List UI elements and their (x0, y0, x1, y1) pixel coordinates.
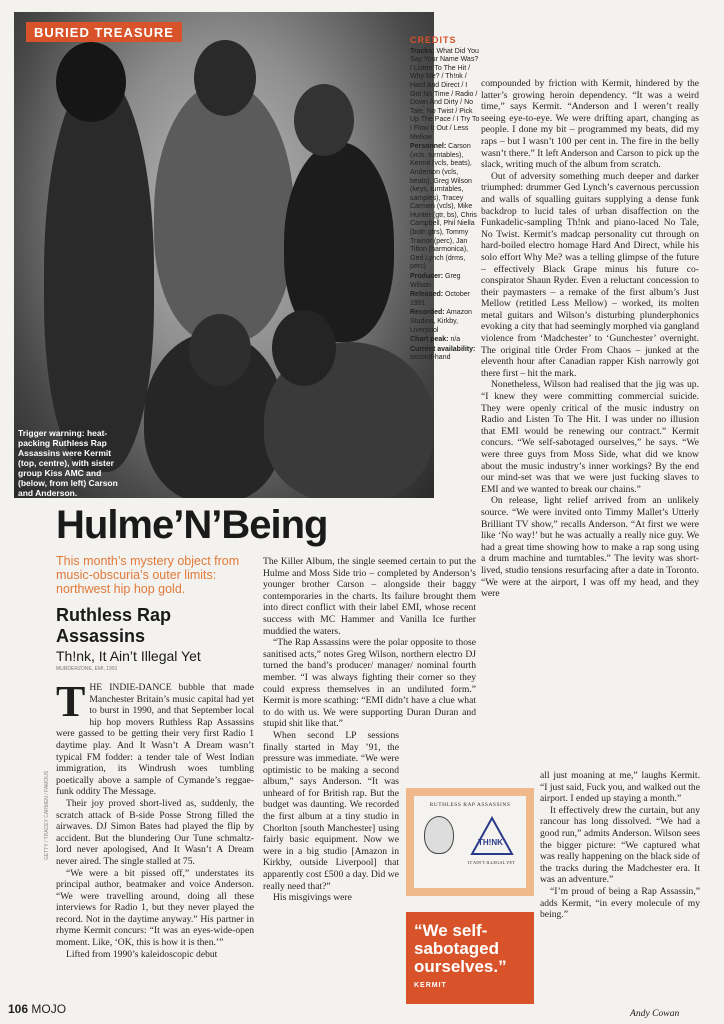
paragraph: Out of adversity something much deeper and darker triumphed: drummer Ged Lynch’s cavernous percussion and walls of squalling guitars supplying a dense funk backdrop to lucid tales of urban disaffection on the Funkadelic-sampling Th!nk and piano-laced No Tale, No Twist. Kermit’s madcap personality cut through on hard-boiled electro homage Hard And Direct, while his solo effort Why Me? was a telling glimpse of the future – effectively Black Grape minus his future co-conspirator Shaun Ryder. Even a reluctant concession to their paymasters – a remake of the first album’s Just Mellow (retitled Less Mellow) – worked, its molten metal guitars and Wilson’s disturbing plunderphonics evoking a city that had seemingly morphed via gangland violence from ‘Madchester’ to ‘Gunchester’ overnight. The original title Order From Chaos – junked at the eleventh hour after Canadian rapper Kish narrowly got there first – hit the mark. (481, 170, 699, 379)
photo-credit: GETTY / TRACEY CARMEN / FAMOUS (44, 770, 50, 860)
head-right (294, 84, 354, 156)
photo-caption: Trigger warning: heat-packing Ruthless Rap Assassins were Kermit (top, centre), with sister group Kiss AMC and (below, from left) Carson and Anderson. (18, 428, 118, 498)
album-cover (406, 788, 534, 896)
article-column-3 (481, 78, 699, 768)
paragraph: all just moaning at me,” laughs Kermit. “I just said, Fuck you, and walked out the airport. I ended up staying a month.” (540, 770, 700, 805)
credits-recorded: Recorded: Amazon Studios, Kirkby, Liverpool (410, 309, 472, 334)
paragraph: THE INDIE-DANCE bubble that made Manchester Britain’s music capital had yet to burst in 1990, and that September local hip hop movers Ruthless Rap Assassins were gassed to be getting their very first Radio 1 daytime play. And It Wasn’t A Dream wasn’t typical FM fodder: a tender tale of West Indian immigration, its Windrush woes tumbling poetically above a sample of Cymande’s reggae-funk oddity The Message. (56, 682, 254, 798)
page-number: 106 (8, 1002, 29, 1016)
pull-quote (406, 912, 534, 1004)
paragraph: Nonetheless, Wilson had realised that the jig was up. “I knew they were committing commercial suicide. They were openly critical of the music industry on Radio and Listen To The Hit. I was under no illusion that EMI would be renewing our contract.” Kermit concurs. “We self-sabotaged ourselves,” he says. “We were three guys from Moss Side, what did we know about the music industry’s inner workings? By the end our mind-set was that we were just fucking slaves to EMI and we wanted to break our chains.” (481, 379, 699, 495)
drop-cap: T (56, 682, 86, 726)
album-cover-caption: IT AIN’T ILLEGAL YET (468, 860, 515, 865)
paragraph: Lifted from 1990’s kaleidoscopic debut (66, 948, 218, 960)
paragraph: “I’m proud of being a Rap Assassin,” adds Kermit, “in every molecule of my being.” (540, 885, 700, 921)
head-left (56, 42, 126, 122)
figure-left (44, 72, 154, 472)
paragraph: “The Rap Assassins were the polar opposite to those sanitised acts,” notes Greg Wilson, northern electro DJ turned the band’s producer/ manager/ nominal fourth member. “I was always fighting their corner so they could express themselves in an undiluted form.” Kermit is more scathing: “EMI didn’t have a clue what to do with us. We were supporting Duran Duran and stupid shit like that.” (263, 637, 476, 730)
album-cover-art (414, 796, 526, 888)
head-illustration-icon (424, 816, 454, 854)
head-bottom-left (189, 314, 251, 386)
paragraph: “We were a bit pissed off,” understates its principal author, beatmaker and voice Anderson. “We were travelling around, doing all these interviews for Radio 1, but they never played the record. Not in the daytime anyway.” His partner in rhyme Kermit concurs: “It was an eyes-wide-open moment. Like, ‘OK, this is how it is then.’” (56, 867, 254, 949)
paragraph: The Killer Album, the single seemed certain to put the Hulme and Moss Side trio – completed by Anderson’s younger brother Carson – alongside their baggy contemporaries in the charts. Its failure brought them into direct conflict with their label EMI, whose recent success with MC Hammer and Vanilla Ice further muddied the waters. (263, 556, 476, 637)
headline: Hulme’N’Being (56, 503, 328, 547)
paragraph: Their joy proved short-lived as, suddenly, the scratch attack of B-side Posse Strong filled the airwaves. DJ Simon Bates had played the flip by accident. But the blundering Our Tune schmaltz-lord never apologised, And It Wasn’t A Dream never aired. The single stalled at 75. (56, 797, 254, 867)
album-artist: Ruthless Rap Assassins (56, 605, 172, 646)
label-line: MURDERZONE, EMI, 1991 (56, 666, 118, 672)
warning-triangle-icon (470, 816, 514, 856)
article-column-1 (56, 682, 254, 1000)
paragraph: His misgivings were (273, 892, 352, 904)
credits-box (410, 36, 480, 404)
byline: Andy Cowan (630, 1008, 680, 1019)
credits-heading: CREDITS (410, 36, 457, 45)
section-kicker: BURIED TREASURE (26, 22, 182, 42)
album-cover-title: RUTHLESS RAP ASSASSINS (429, 802, 511, 808)
article-column-3-continued (540, 770, 700, 1010)
paragraph: It effectively drew the curtain, but any rancour has long dissolved. “We had a good run,” admits Anderson. Wilson sees the bigger picture: “We captured what was really happening on the black side of the tracks during the Madchester era. It was an adventure.” (540, 804, 700, 886)
album-title: Th!nk, It Ain’t Illegal Yet (56, 648, 201, 664)
paragraph: compounded by friction with Kermit, hindered by the latter’s growing heroin dependency. “It was a weird time,” says Kermit. “Anderson and I weren’t really seeing eye-to-eye. We were drifting apart, changing as people. I done my bit – programmed my beats, did my raps – but I wasn’t 100 per cent in. The fire in the belly wasn’t there.” It left Anderson and Carson to pick up the slack, writing much of the album from scratch. (481, 78, 699, 171)
subhead: This month’s mystery object from music-obscuria’s outer limits: northwest hip hop gold. (56, 554, 240, 596)
album-cover-triangle-text: TH!NK (478, 838, 503, 847)
head-bottom-right (272, 310, 336, 386)
band-photo (14, 12, 434, 498)
credits-released: Released: October 1991 (410, 291, 470, 307)
page-footer (8, 1002, 66, 1016)
pull-quote-text: “We self-sabotaged ourselves.” (414, 921, 507, 976)
head-centre (194, 40, 256, 116)
credits-producer: Producer: Greg Wilson (410, 273, 461, 289)
credits-chart: Chart peak: n/a (410, 336, 461, 344)
pull-quote-attribution: KERMIT (414, 982, 447, 989)
credits-availability: Current availability: second-hand (410, 345, 476, 362)
paragraph: On release, light relief arrived from an unlikely source. “We were invited onto Timmy Mallet’s Utterly Brilliant TV show,” recalls Anderson. “At first we were like ‘No way!’ but he was actually a really nice guy. We had a great time showing how to make a rap song using a drum machine and turntables.” The levity was short-lived, studio tensions resurfacing after a date in Toronto. “We were at the airport, I was off my head, and they were (481, 495, 699, 600)
paragraph: When second LP sessions finally started in May ’91, the pressure was immediate. “We were optimistic to be making a second album,” says Anderson. “It was unheard of for British rap. But the budget was daunting. We recorded the first album at a tiny studio in Chorlton [south Manchester] using fairly basic equipment. Now we were in a big studio [Amazon in Kirkby, outside Liverpool] that apparently cost £500 a day. Did we really need that?” (263, 729, 399, 892)
magazine-name: MOJO (31, 1002, 67, 1016)
figure-centre (154, 82, 294, 342)
credits-personnel: Personnel: Carson (vcls, turntables), Kermit (vcls, beats), Anderson (vcls, beats), Greg Wilson (keys, turntables, samples), Tracey Carmen (vcls), Mike Hunter (gtr, bs), Chris Campbell, Phil Niella (both gtrs), Tommy Trainor (perc), Jan Tilton (harmonica), Ged Lynch (drms, perc) (410, 143, 477, 271)
credits-tracks: Tracks: What Did You Say Your Name Was? / Listen To The Hit / Why Me? / Th!nk / Hard And Direct / I Got No Time / Radio / Down And Dirty / No Tale, No Twist / Pick Up The Pace / I Try To I Flow It Out / Less Mellow (410, 47, 480, 141)
